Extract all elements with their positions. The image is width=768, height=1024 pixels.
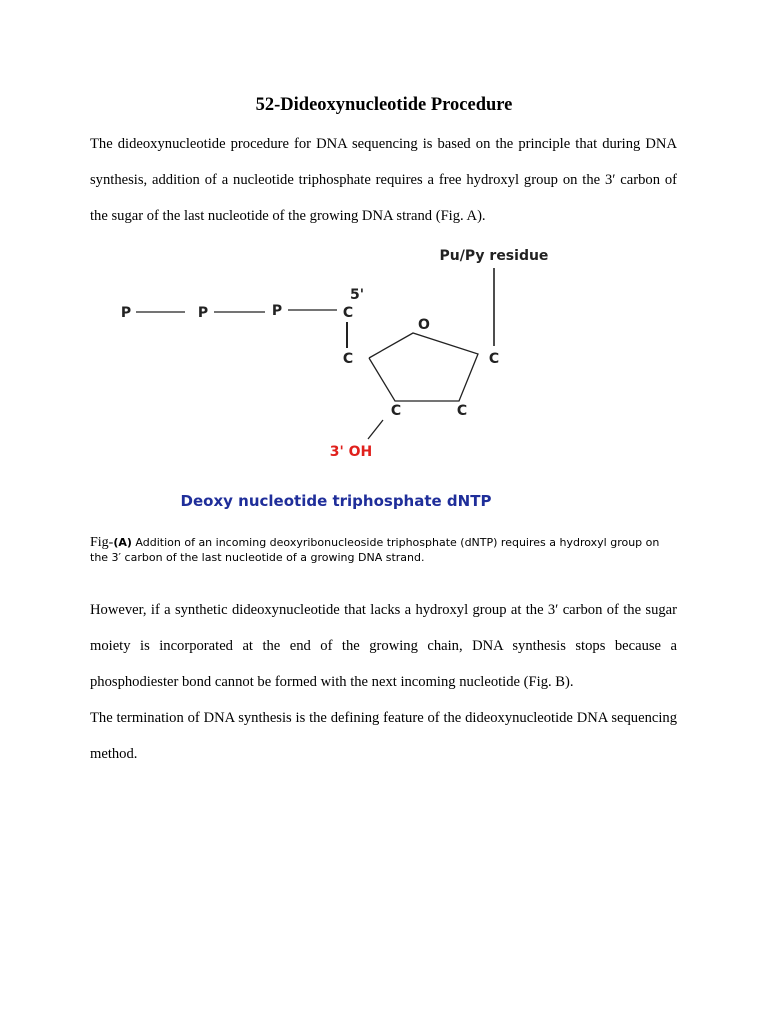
structure-title: Deoxy nucleotide triphosphate dNTP — [180, 492, 492, 510]
phosphate-1-label: P — [120, 305, 132, 321]
dntp-structure-figure — [90, 238, 590, 518]
figure-caption — [90, 535, 680, 565]
dntp-structure-diagram — [90, 238, 590, 518]
phosphate-2-label: P — [197, 305, 209, 321]
carbon-5-label: C — [342, 305, 354, 321]
carbon-3-label: C — [390, 403, 402, 419]
paragraph-termination: However, if a synthetic dideoxynucleotide that lacks a hydroxyl group at the 3′ carbon of the sugar moiety is incorporated at the end of the growing chain, DNA synthesis stops because a phosphodiester bond cannot be formed with the next incoming nucleotide (Fig. B). — [90, 602, 677, 690]
sugar-ring — [369, 333, 478, 401]
page-title: 52-Dideoxynucleotide Procedure — [255, 95, 513, 115]
caption-prefix: Fig- — [90, 535, 114, 550]
caption-label: (A) — [113, 536, 132, 549]
bond-c3-oh — [368, 420, 383, 439]
bond-lines — [136, 268, 494, 439]
paragraph-conclusion: The termination of DNA synthesis is the defining feature of the dideoxynucleotide DNA sequencing method. — [90, 710, 677, 762]
hydroxyl-label: 3' OH — [329, 444, 373, 460]
phosphate-3-label: P — [271, 303, 283, 319]
ring-oxygen-label: O — [418, 317, 430, 333]
base-label: Pu/Py residue — [439, 248, 549, 264]
five-prime-label: 5' — [349, 287, 365, 303]
carbon-2-label: C — [456, 403, 468, 419]
paragraph-intro: The dideoxynucleotide procedure for DNA sequencing is based on the principle that during DNA synthesis, addition of a nucleotide triphosphate requires a free hydroxyl group on the 3′ carbon of the sugar of the last nucleotide of the growing DNA strand (Fig. A). — [90, 136, 677, 224]
caption-text: Addition of an incoming deoxyribonucleoside triphosphate (dNTP) requires a hydroxyl group on the 3′ carbon of the last nucleotide of a growing DNA strand. — [90, 536, 660, 564]
carbon-4-label: C — [342, 351, 354, 367]
carbon-1-label: C — [488, 351, 500, 367]
